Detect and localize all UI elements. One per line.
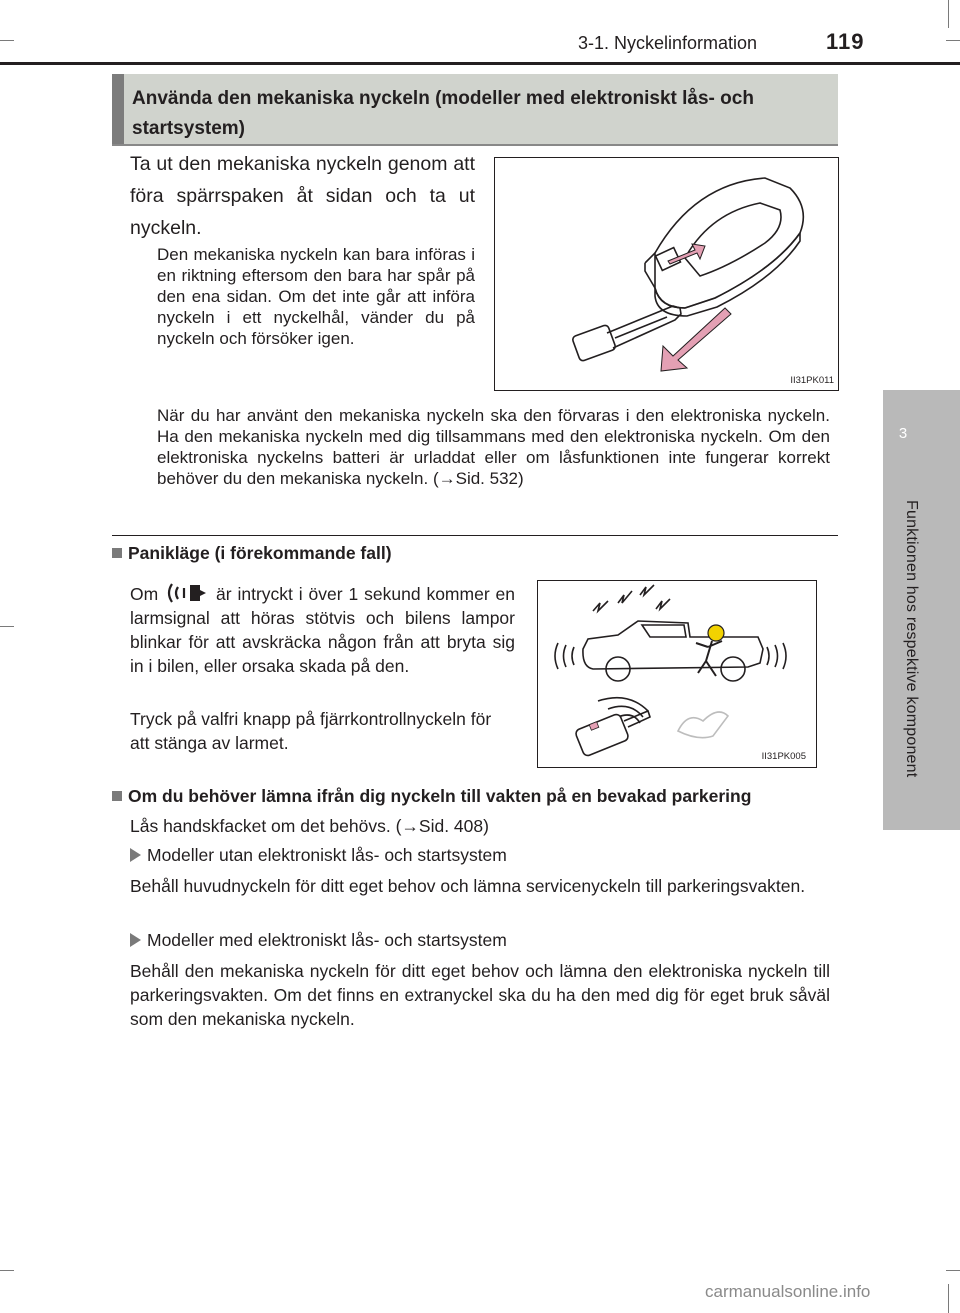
valet-item-2-label: Modeller med elektroniskt lås- och startsystem <box>147 930 507 950</box>
panic-body <box>130 582 515 678</box>
crop-mark <box>948 1284 949 1313</box>
mechanical-key-storage-note: När du har använt den mekaniska nyckeln ska den förvaras i den elektroniska nyckeln. Ha den mekaniska nyckeln med dig tillsammans med den elektroniska nyckeln. Om den elektroniska nyckelns batteri är urladdat eller om låsfunktionen inte fungerar korrekt behöver du den mekaniska nyckeln. (→Sid. 532) <box>157 406 830 488</box>
mechanical-key-note: Den mekaniska nyckeln kan bara införas i en riktning eftersom den bara har spår på den ena sidan. Om det inte går att införa nyckeln i ett nyckelhål, vänder du på nyckeln och försöker igen. <box>157 245 475 348</box>
square-bullet-icon <box>112 548 122 558</box>
chapter-title: Funktionen hos respektive komponent <box>903 500 920 778</box>
watermark: carmanualsonline.info <box>705 1282 871 1301</box>
crop-mark <box>946 1270 960 1271</box>
page-number: 119 <box>826 29 865 54</box>
triangle-bullet-icon <box>130 933 141 947</box>
panic-button-icon <box>164 582 210 604</box>
smart-key-illustration <box>495 158 838 390</box>
valet-item-2-text: Behåll den mekaniska nyckeln för ditt eget behov och lämna den elektroniska nyckeln till parkeringsvakten. Om det finns en extranyckel ska du ha den med dig för eget bruk såväl som den mekaniska nyckeln. <box>130 961 830 1029</box>
panic-heading-text: Panikläge (i förekommande fall) <box>128 543 392 563</box>
heading-accent-bar <box>112 74 124 144</box>
section-heading: Använda den mekaniska nyckeln (modeller med elektroniskt lås- och startsystem) <box>132 88 754 139</box>
crop-mark <box>0 1270 14 1271</box>
valet-heading-text: Om du behöver lämna ifrån dig nyckeln till vakten på en bevakad parkering <box>128 786 752 806</box>
figure-code: II31PK011 <box>790 375 834 386</box>
section-heading-box <box>112 74 838 146</box>
mechanical-key-instruction: Ta ut den mekaniska nyckeln genom att föra spärrspaken åt sidan och ta ut nyckeln. <box>130 153 475 239</box>
panic-heading <box>112 543 392 564</box>
valet-item-1-label: Modeller utan elektroniskt lås- och startsystem <box>147 845 507 865</box>
panic-body-prefix: Om <box>130 584 159 604</box>
crop-mark <box>946 40 960 41</box>
valet-intro: Lås handskfacket om det behövs. (→Sid. 408) <box>130 816 489 836</box>
crop-mark <box>0 40 14 41</box>
crop-mark <box>0 626 14 627</box>
panic-body-text: är intryckt i över 1 sekund kommer en larmsignal att höras stötvis och bilens lampor blinkar för att avskräcka någon från att bryta sig in i bilen, eller orsaka skada på den. <box>130 584 515 676</box>
figure-code: II31PK005 <box>761 751 806 762</box>
panic-figure <box>537 580 817 768</box>
chapter-number: 3 <box>898 425 908 442</box>
panic-illustration <box>538 581 816 767</box>
valet-heading <box>112 786 842 807</box>
valet-item-1 <box>130 843 507 867</box>
section-title: 3-1. Nyckelinformation <box>578 33 758 53</box>
header-rule <box>0 62 960 65</box>
square-bullet-icon <box>112 791 122 801</box>
triangle-bullet-icon <box>130 848 141 862</box>
valet-item-1-text: Behåll huvudnyckeln för ditt eget behov och lämna servicenyckeln till parkeringsvakten. <box>130 876 806 896</box>
panic-stop-instruction: Tryck på valfri knapp på fjärrkontrollnyckeln för att stänga av larmet. <box>130 709 492 753</box>
smart-key-figure <box>494 157 839 391</box>
crop-mark <box>948 0 949 28</box>
section-divider <box>112 535 838 536</box>
valet-item-2 <box>130 928 507 952</box>
